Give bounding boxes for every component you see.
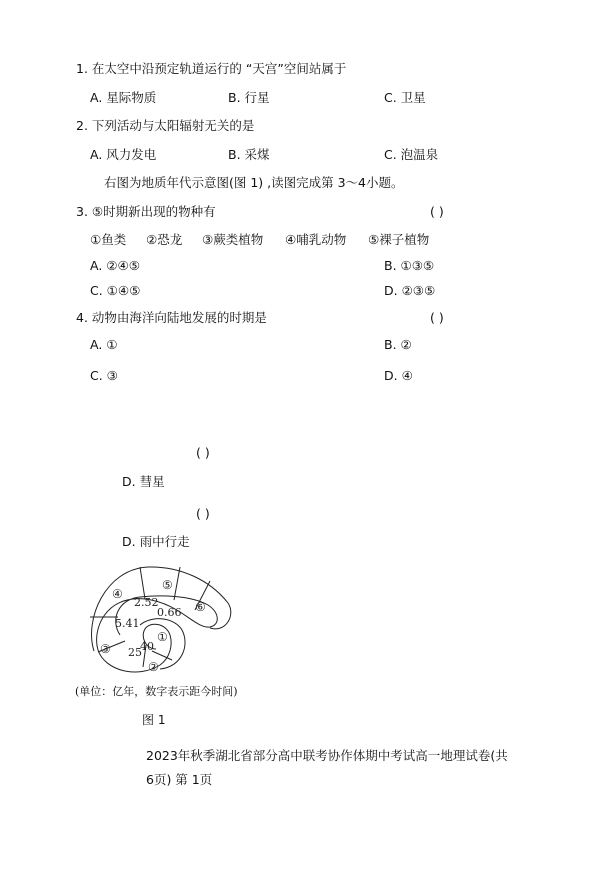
- question-3-item-1: ①鱼类: [90, 232, 127, 247]
- question-3-option-a: A. ②④⑤: [90, 258, 140, 273]
- footer-exam-title: 2023年秋季湖北省部分高中联考协作体期中考试高一地理试卷(共: [146, 748, 508, 763]
- question-4-stem: 4. 动物由海洋向陆地发展的时期是: [76, 310, 267, 325]
- segment-label-5: ⑤: [162, 578, 173, 592]
- question-3-item-5: ⑤裸子植物: [368, 232, 430, 247]
- question-2-option-c: C. 泡温泉: [384, 147, 439, 162]
- time-value-2-52: 2.52: [134, 596, 159, 609]
- question-4-option-a: A. ①: [90, 337, 118, 352]
- question-3-item-3: ③蕨类植物: [202, 232, 264, 247]
- question-3-item-2: ②恐龙: [146, 232, 183, 247]
- question-1-option-b: B. 行星: [228, 90, 270, 105]
- question-4-option-d: D. ④: [384, 368, 413, 383]
- time-value-0-66: 0.66: [157, 606, 182, 619]
- geologic-time-spiral-diagram: [70, 555, 250, 685]
- question-1-option-c: C. 卫星: [384, 90, 426, 105]
- time-value-5-41: 5.41: [115, 617, 140, 630]
- overflow-option-d-rain: D. 雨中行走: [122, 534, 190, 549]
- question-3-answer-bracket: ( ): [430, 204, 444, 219]
- question-3-option-b: B. ①③⑤: [384, 258, 435, 273]
- segment-label-2: ②: [148, 660, 159, 674]
- question-1-option-a: A. 星际物质: [90, 90, 157, 105]
- segment-label-1: ①: [157, 630, 168, 644]
- question-2-option-a: A. 风力发电: [90, 147, 157, 162]
- figure-reading-instruction: 右图为地质年代示意图(图 1) ,读图完成第 3～4小题。: [104, 175, 404, 190]
- overflow-bracket-2: ( ): [196, 506, 210, 521]
- question-2-option-b: B. 采煤: [228, 147, 270, 162]
- segment-label-3: ③: [100, 642, 111, 656]
- question-4-option-b: B. ②: [384, 337, 412, 352]
- time-value-25: 25: [128, 646, 142, 659]
- overflow-bracket-1: ( ): [196, 445, 210, 460]
- question-3-stem: 3. ⑤时期新出现的物种有: [76, 204, 216, 219]
- question-3-option-d: D. ②③⑤: [384, 283, 436, 298]
- question-3-item-4: ④哺乳动物: [285, 232, 347, 247]
- question-4-answer-bracket: ( ): [430, 310, 444, 325]
- segment-label-6: ⑥: [195, 600, 206, 614]
- question-4-option-c: C. ③: [90, 368, 118, 383]
- footer-page-number: 6页) 第 1页: [146, 772, 213, 787]
- question-3-option-c: C. ①④⑤: [90, 283, 141, 298]
- question-2-stem: 2. 下列活动与太阳辐射无关的是: [76, 118, 255, 133]
- time-value-40: 40: [140, 640, 154, 653]
- question-1-stem: 1. 在太空中沿预定轨道运行的 “天宫”空间站属于: [76, 61, 347, 76]
- segment-label-4: ④: [112, 587, 123, 601]
- overflow-option-d-comet: D. 彗星: [122, 474, 165, 489]
- segment-divider: [174, 567, 180, 600]
- figure-caption: 图 1: [142, 713, 166, 727]
- figure-unit-note: (单位：亿年，数字表示距今时间): [75, 685, 238, 698]
- segment-divider: [140, 567, 145, 599]
